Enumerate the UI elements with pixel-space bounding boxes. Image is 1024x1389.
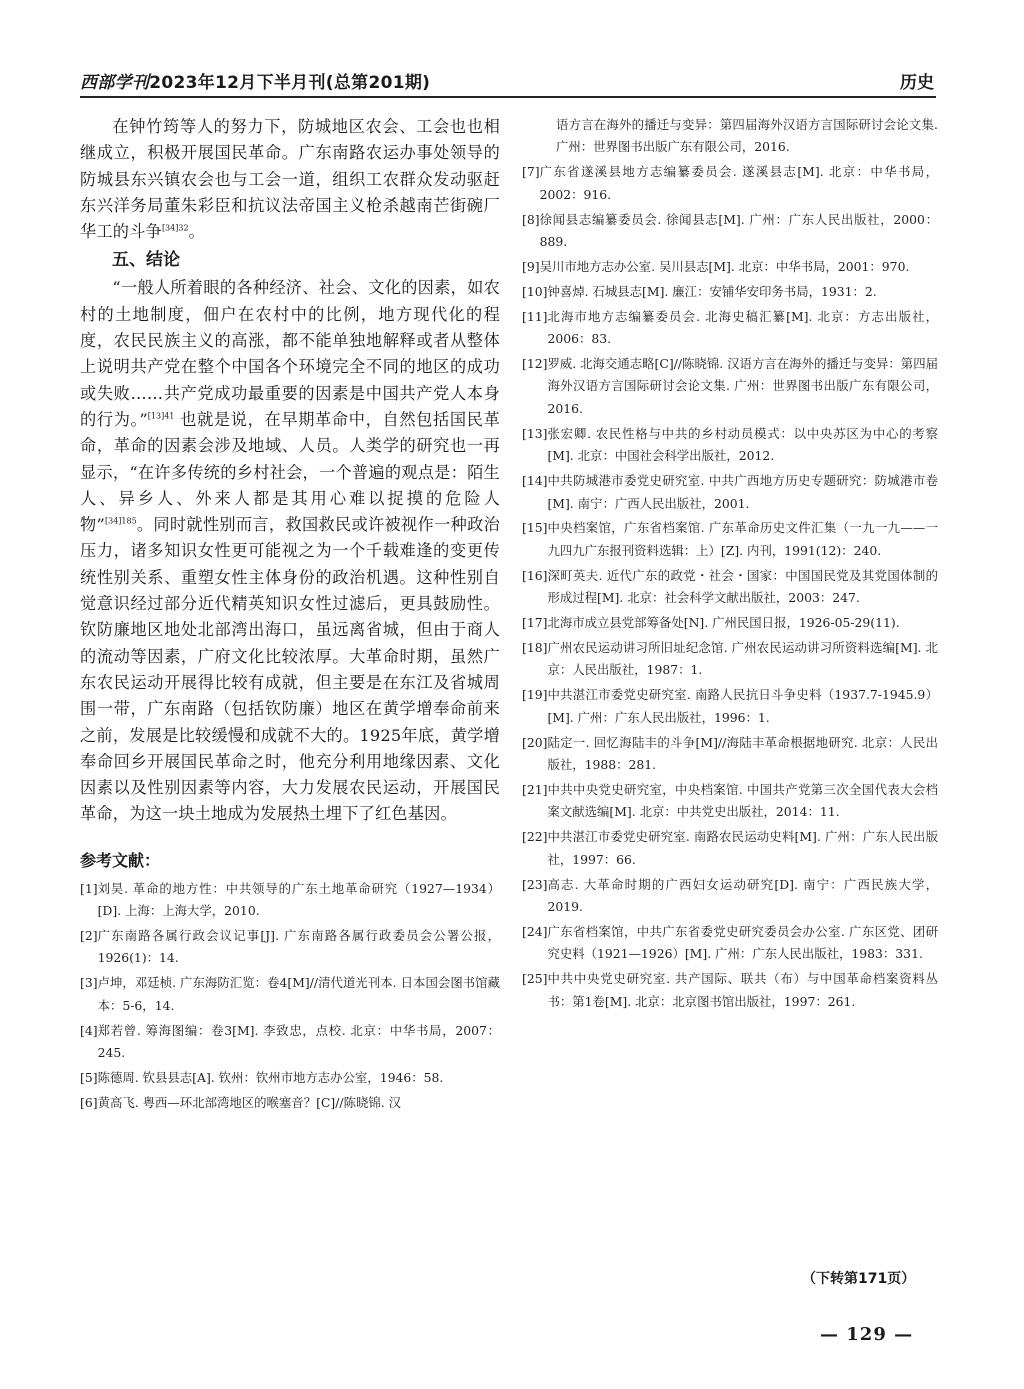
reference-list-left	[80, 878, 500, 1115]
reference-text: 北海市成立县党部筹备处[N]. 广州民国日报，1926-05-29(11).	[547, 615, 900, 631]
section-heading-conclusion: 五、结论	[112, 250, 180, 271]
reference-number: [18]	[522, 639, 548, 655]
reference-number: [25]	[522, 971, 548, 987]
reference-list-right	[522, 114, 938, 1013]
reference-text: 高志. 大革命时期的广西妇女运动研究[D]. 南宁：广西民族大学，2019.	[547, 876, 938, 914]
reference-text: 郑若曾. 筹海图编：卷3[M]. 李致忠，点校. 北京：中华书局，2007：245.	[97, 1022, 500, 1061]
reference-item	[522, 281, 938, 303]
reference-item	[522, 637, 938, 682]
journal-logo: 西部学刊	[80, 73, 150, 93]
reference-text: 中共防城港市委党史研究室. 中共广西地方历史专题研究：防城港市卷[M]. 南宁：广西人民出版社，2001.	[547, 473, 938, 511]
paragraph-2-quote: “一般人所着眼的各种经济、社会、文化的因素，如农村的土地制度，佃户在农村中的比例，地方现代化的程度，农民民族主义的高涨，都不能单独地解释或者从整体上说明共产党在整个中国各个环境完全不同的地区的成功或失败……共产党成功最重要的因素是中国共产党人本身的行为。”	[80, 278, 500, 429]
reference-item	[522, 612, 938, 634]
reference-item	[80, 925, 500, 970]
continued-on-note: （下转第171页）	[802, 1271, 916, 1287]
reference-number: [10]	[522, 283, 548, 299]
reference-number: [11]	[522, 308, 548, 324]
reference-text: 中共湛江市委党史研究室. 南路人民抗日斗争史料（1937.7-1945.9）[M]. 广州：广东人民出版社，1996：1.	[547, 687, 938, 725]
reference-number: [24]	[522, 923, 548, 939]
reference-number: [20]	[522, 734, 548, 750]
reference-item	[80, 972, 500, 1017]
paragraph-2-end: 。同时就性别而言，救国救民或许被视作一种政治压力，诸多知识女性更可能视之为一个千载难逢的变更传统性别关系、重塑女性主体身份的政治机遇。这种性别自觉意识经过部分近代精英知识女性过滤后，更具鼓励性。钦防廉地区地处北部湾出海口，虽远离省城，但由于商人的流动等因素，广府文化比较浓厚。大革命时期，虽然广东农民运动开展得比较有成就，但主要是在东江及省城周围一带，广东南路（包括钦防廉）地区在黄学增奉命前来之前，发展是比较缓慢和成就不大的。1925年底，黄学增奉命回乡开展国民革命之时，他充分利用地缘因素、文化因素以及性别因素等内容，大力发展农民运动，开展国民革命，为这一块土地成为发展热土埋下了红色基因。	[80, 515, 500, 824]
reference-item	[522, 470, 938, 515]
reference-6-continuation-text: 语方言在海外的播迁与变异：第四届海外汉语方言国际研讨会论文集. 广州：世界图书出版广东有限公司，2016.	[556, 117, 938, 155]
citation-34-32: [34]32	[161, 223, 189, 233]
reference-number: [2]	[80, 928, 98, 944]
right-column	[522, 114, 938, 1015]
reference-item	[522, 968, 938, 1013]
reference-text: 罗威. 北海交通志略[C]//陈晓锦. 汉语方言在海外的播迁与变异：第四届海外汉语方言国际研讨会论文集. 广州：世界图书出版广东有限公司，2016.	[547, 356, 938, 416]
reference-item	[522, 161, 938, 206]
page-header	[80, 62, 936, 98]
paragraph-2	[80, 275, 500, 827]
reference-number: [17]	[522, 615, 548, 631]
reference-text: 钟喜焯. 石城县志[M]. 廉江：安铺华安印务书局，1931：2.	[547, 283, 877, 299]
reference-item	[522, 306, 938, 351]
reference-number: [16]	[522, 567, 548, 583]
reference-text: 陈德周. 钦县县志[A]. 钦州：钦州市地方志办公室，1946：58.	[97, 1069, 444, 1085]
reference-text: 广东南路各属行政会议记事[J]. 广东南路各属行政委员会公署公报，1926(1)：14.	[97, 928, 500, 966]
reference-item	[522, 826, 938, 871]
reference-text: 中央档案馆，广东省档案馆. 广东革命历史文件汇集（一九一九——一九四九广东报刊资料选辑：上）[Z]. 内刊，1991(12)：240.	[547, 520, 938, 558]
reference-item	[80, 1067, 500, 1089]
reference-text: 中共中央党史研究室. 共产国际、联共（布）与中国革命档案资料丛书：第1卷[M]. 北京：北京图书馆出版社，1997：261.	[547, 971, 938, 1009]
reference-item	[80, 878, 500, 923]
reference-item	[522, 353, 938, 420]
reference-item	[80, 1020, 500, 1065]
reference-text: 黄高飞. 粤西—环北部湾地区的喉塞音？[C]//陈晓锦. 汉	[97, 1094, 402, 1110]
reference-item	[522, 517, 938, 562]
reference-number: [5]	[80, 1069, 98, 1085]
reference-number: [8]	[522, 211, 540, 227]
reference-number: [6]	[80, 1094, 98, 1110]
reference-text: 刘昊. 革命的地方性：中共领导的广东土地革命研究（1927—1934）[D]. 上海：上海大学，2010.	[97, 880, 500, 919]
journal-issue: 2023年12月下半月刊(总第201期)	[149, 73, 431, 93]
reference-item	[522, 779, 938, 824]
reference-number: [3]	[80, 975, 98, 991]
citation-34-185: [34]185	[105, 516, 137, 526]
reference-text: 中共湛江市委党史研究室. 南路农民运动史料[M]. 广州：广东人民出版社，1997：66.	[547, 829, 938, 867]
reference-text: 陆定一. 回忆海陆丰的斗争[M]//海陆丰革命根据地研究. 北京：人民出版社，1988：281.	[547, 734, 938, 772]
left-column	[80, 114, 500, 1117]
reference-item	[522, 565, 938, 610]
reference-number: [19]	[522, 687, 548, 703]
reference-text: 张宏卿. 农民性格与中共的乡村动员模式：以中央苏区为中心的考察[M]. 北京：中国社会科学出版社，2012.	[547, 425, 938, 464]
journal-title	[80, 68, 430, 93]
reference-number: [22]	[522, 829, 548, 845]
reference-text: 徐闻县志编纂委员会. 徐闻县志[M]. 广州：广东人民出版社，2000：889.	[539, 211, 938, 250]
reference-number: [13]	[522, 425, 548, 441]
references-heading: 参考文献：	[80, 850, 161, 870]
reference-item	[522, 423, 938, 468]
reference-item	[522, 921, 938, 966]
reference-number: [1]	[80, 880, 98, 896]
reference-item	[522, 209, 938, 254]
reference-text: 广东省档案馆，中共广东省委党史研究委员会办公室. 广东区党、团研究史料（1921—1926）[M]. 广州：广东人民出版社，1983：331.	[547, 923, 938, 962]
citation-13-41: [13]41	[147, 411, 175, 421]
reference-number: [23]	[522, 876, 548, 892]
page-number: — 129 —	[820, 1324, 914, 1345]
reference-item	[522, 732, 938, 777]
reference-text: 卢坤，邓廷桢. 广东海防汇览：卷4[M]//清代道光刊本. 日本国会图书馆藏本：5-6，14.	[97, 975, 500, 1013]
reference-text: 深町英夫. 近代广东的政党・社会・国家：中国国民党及其党国体制的形成过程[M]. 北京：社会科学文献出版社，2003：247.	[547, 567, 938, 606]
reference-number: [21]	[522, 781, 548, 797]
reference-item	[522, 874, 938, 919]
paragraph-1	[80, 114, 500, 245]
reference-item	[80, 1092, 500, 1114]
paragraph-1-tail: 。	[188, 222, 205, 242]
section-name: 历史	[900, 73, 934, 93]
reference-number: [12]	[522, 356, 548, 372]
paragraph-2-middle: 也就是说，在早期革命中，自然包括国民革命，革命的因素会涉及地域、人员。人类学的研究也一再显示，“在许多传统的乡村社会，一个普遍的观点是：陌生人、异乡人、外来人都是其用心难以捉摸的危险人物”	[80, 409, 500, 535]
reference-number: [4]	[80, 1022, 98, 1038]
reference-item	[522, 684, 938, 729]
reference-text: 广东省遂溪县地方志编纂委员会. 遂溪县志[M]. 北京：中华书局，2002：916.	[539, 164, 938, 202]
reference-text: 吴川市地方志办公室. 吴川县志[M]. 北京：中华书局，2001：970.	[539, 258, 910, 274]
reference-number: [15]	[522, 520, 548, 536]
reference-number: [9]	[522, 258, 540, 274]
reference-item	[522, 256, 938, 278]
reference-6-continuation	[522, 114, 938, 159]
reference-text: 中共中央党史研究室，中央档案馆. 中国共产党第三次全国代表大会档案文献选编[M]. 北京：中共党史出版社，2014：11.	[547, 781, 938, 820]
paragraph-1-text: 在钟竹筠等人的努力下，防城地区农会、工会也也相继成立，积极开展国民革命。广东南路农运办事处领导的防城县东兴镇农会也与工会一道，组织工农群众发动驱赶东兴洋务局董朱彩臣和抗议法帝国主义枪杀越南芒街碗厂华工的斗争	[80, 117, 500, 242]
reference-text: 北海市地方志编纂委员会. 北海史稿汇纂[M]. 北京：方志出版社，2006：83.	[547, 308, 938, 347]
reference-number: [7]	[522, 164, 540, 180]
reference-number: [14]	[522, 473, 548, 489]
reference-text: 广州农民运动讲习所旧址纪念馆. 广州农民运动讲习所资料选编[M]. 北京：人民出版社，1987：1.	[547, 639, 938, 678]
